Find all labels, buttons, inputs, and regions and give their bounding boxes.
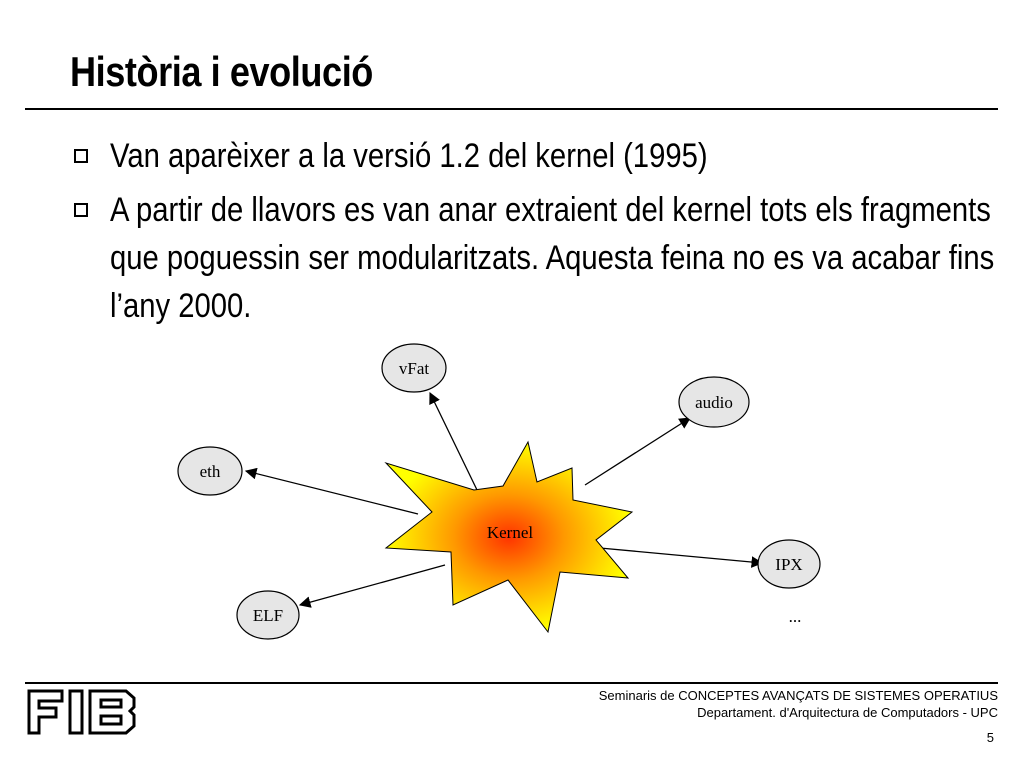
module-label-ipx: IPX <box>775 555 803 574</box>
kernel-modules-diagram <box>0 330 1024 650</box>
footer-course-name: Seminaris de CONCEPTES AVANÇATS DE SISTEMES OPERATIUS <box>598 688 998 703</box>
module-label-audio: audio <box>695 393 733 412</box>
module-label-elf: ELF <box>252 606 284 625</box>
module-node-eth <box>178 447 242 495</box>
bullet-item <box>72 186 995 330</box>
more-modules-ellipsis: ... <box>788 607 802 626</box>
arrow-to-audio <box>585 418 690 485</box>
bullet-text: A partir de llavors es van anar extraient del kernel tots els fragments que poguessin ser modularitzats. Aquesta feina no es va acabar fins l’any 2000. <box>110 191 995 325</box>
module-node-elf <box>237 591 299 639</box>
module-label-eth: eth <box>199 462 221 481</box>
kernel-label: Kernel <box>486 523 534 542</box>
arrow-to-eth <box>246 471 418 514</box>
arrow-to-vfat <box>430 393 478 492</box>
arrow-to-elf <box>300 565 445 605</box>
fib-logo <box>26 688 138 736</box>
bullet-item <box>72 132 972 180</box>
module-node-audio <box>679 377 749 427</box>
slide-title: Història i evolució <box>70 48 373 95</box>
footer-department: Departament. d'Arquitectura de Computadors - UPC <box>697 705 998 720</box>
module-node-ipx <box>758 540 820 588</box>
bullet-text: Van aparèixer a la versió 1.2 del kernel (1995) <box>110 137 708 175</box>
title-divider <box>25 108 998 110</box>
bullet-list <box>72 132 995 336</box>
arrow-to-ipx <box>600 548 762 563</box>
square-bullet-icon <box>74 203 88 217</box>
square-bullet-icon <box>74 149 88 163</box>
module-label-vfat: vFat <box>398 359 430 378</box>
footer-divider <box>25 682 998 684</box>
page-number: 5 <box>986 730 994 745</box>
module-node-vfat <box>382 344 446 392</box>
